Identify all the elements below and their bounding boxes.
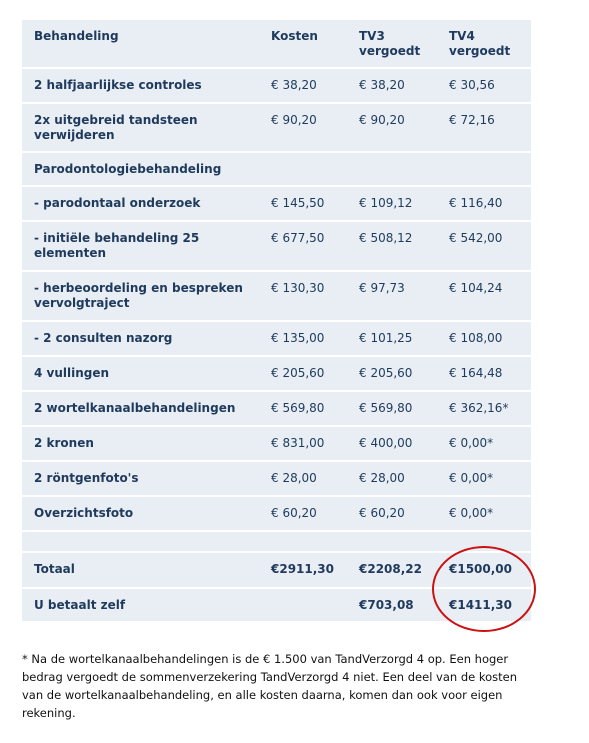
header-kosten: Kosten <box>271 29 318 43</box>
table-row <box>22 187 531 222</box>
row-kosten <box>271 153 359 185</box>
row-tv4: € 0,00* <box>449 436 494 450</box>
row-tv3: € 97,73 <box>359 281 405 295</box>
row-kosten: € 831,00 <box>271 436 325 450</box>
row-label: Parodontologiebehandeling <box>34 162 222 176</box>
row-label: Totaal <box>34 562 75 576</box>
header-tv4: TV4 vergoedt <box>449 29 511 58</box>
row-label: 2 halfjaarlijkse controles <box>34 78 202 92</box>
row-tv3 <box>359 153 449 185</box>
row-kosten <box>271 589 359 621</box>
row-label: - 2 consulten nazorg <box>34 331 173 345</box>
row-tv3: € 569,80 <box>359 401 413 415</box>
row-kosten: € 677,50 <box>271 231 325 245</box>
row-tv4: € 0,00* <box>449 471 494 485</box>
table-row <box>22 392 531 427</box>
row-label: - parodontaal onderzoek <box>34 196 201 210</box>
row-label: 2x uitgebreid tandsteen verwijderen <box>34 113 198 142</box>
table-row <box>22 69 531 104</box>
row-kosten: €2911,30 <box>271 562 335 576</box>
row-tv3: € 28,00 <box>359 471 405 485</box>
row-tv4: € 0,00* <box>449 506 494 520</box>
table-row <box>22 357 531 392</box>
row-label: 2 wortelkanaalbehandelingen <box>34 401 236 415</box>
row-tv3: €2208,22 <box>359 562 423 576</box>
highlight-circle-annotation <box>432 546 536 632</box>
table-row <box>22 272 531 322</box>
row-label: - herbeoordeling en bespreken vervolgtraject <box>34 281 243 310</box>
table-row <box>22 222 531 272</box>
cost-table <box>22 20 531 623</box>
row-label: Overzichtsfoto <box>34 506 134 520</box>
row-label: 2 röntgenfoto's <box>34 471 139 485</box>
row-tv3: € 60,20 <box>359 506 405 520</box>
row-tv4: € 164,48 <box>449 366 503 380</box>
row-tv4: € 30,56 <box>449 78 495 92</box>
row-kosten: € 90,20 <box>271 113 317 127</box>
row-kosten: € 38,20 <box>271 78 317 92</box>
header-behandeling: Behandeling <box>34 29 119 43</box>
row-tv4: € 72,16 <box>449 113 495 127</box>
row-tv4: € 104,24 <box>449 281 503 295</box>
table-row <box>22 427 531 462</box>
row-tv4: € 116,40 <box>449 196 503 210</box>
table-header-row <box>22 20 531 69</box>
row-kosten: € 135,00 <box>271 331 325 345</box>
header-tv3: TV3 vergoedt <box>359 29 421 58</box>
table-row <box>22 322 531 357</box>
row-tv4: € 542,00 <box>449 231 503 245</box>
row-kosten: € 205,60 <box>271 366 325 380</box>
table-row <box>22 497 531 532</box>
row-label: 2 kronen <box>34 436 94 450</box>
row-tv3: € 400,00 <box>359 436 413 450</box>
table-row <box>22 153 531 187</box>
row-kosten: € 569,80 <box>271 401 325 415</box>
row-label: - initiële behandeling 25 elementen <box>34 231 200 260</box>
row-tv4: €1500,00 <box>449 562 513 576</box>
row-tv4: €1411,30 <box>449 598 513 612</box>
row-tv3: €703,08 <box>359 598 414 612</box>
table-row <box>22 462 531 497</box>
row-tv4: € 362,16* <box>449 401 509 415</box>
row-tv3: € 508,12 <box>359 231 413 245</box>
row-tv4 <box>449 153 531 185</box>
row-tv3: € 205,60 <box>359 366 413 380</box>
row-kosten: € 130,30 <box>271 281 325 295</box>
row-label: 4 vullingen <box>34 366 110 380</box>
row-tv3: € 38,20 <box>359 78 405 92</box>
row-tv3: € 109,12 <box>359 196 413 210</box>
row-kosten: € 145,50 <box>271 196 325 210</box>
row-tv3: € 101,25 <box>359 331 413 345</box>
table-row <box>22 104 531 153</box>
row-kosten: € 60,20 <box>271 506 317 520</box>
footnote: * Na de wortelkanaalbehandelingen is de € 1.500 van TandVerzorgd 4 op. Een hoger bedrag vergoedt de sommenverzekering TandVerzorgd 4 niet. Een deel van de kosten van de wortelkanaalbehandeling, en alle kosten daarna, komen dan ook voor eigen rekening. <box>22 652 518 720</box>
spacer-row <box>22 532 531 553</box>
row-tv3: € 90,20 <box>359 113 405 127</box>
row-kosten: € 28,00 <box>271 471 317 485</box>
row-tv4: € 108,00 <box>449 331 503 345</box>
row-label: U betaalt zelf <box>34 598 126 612</box>
